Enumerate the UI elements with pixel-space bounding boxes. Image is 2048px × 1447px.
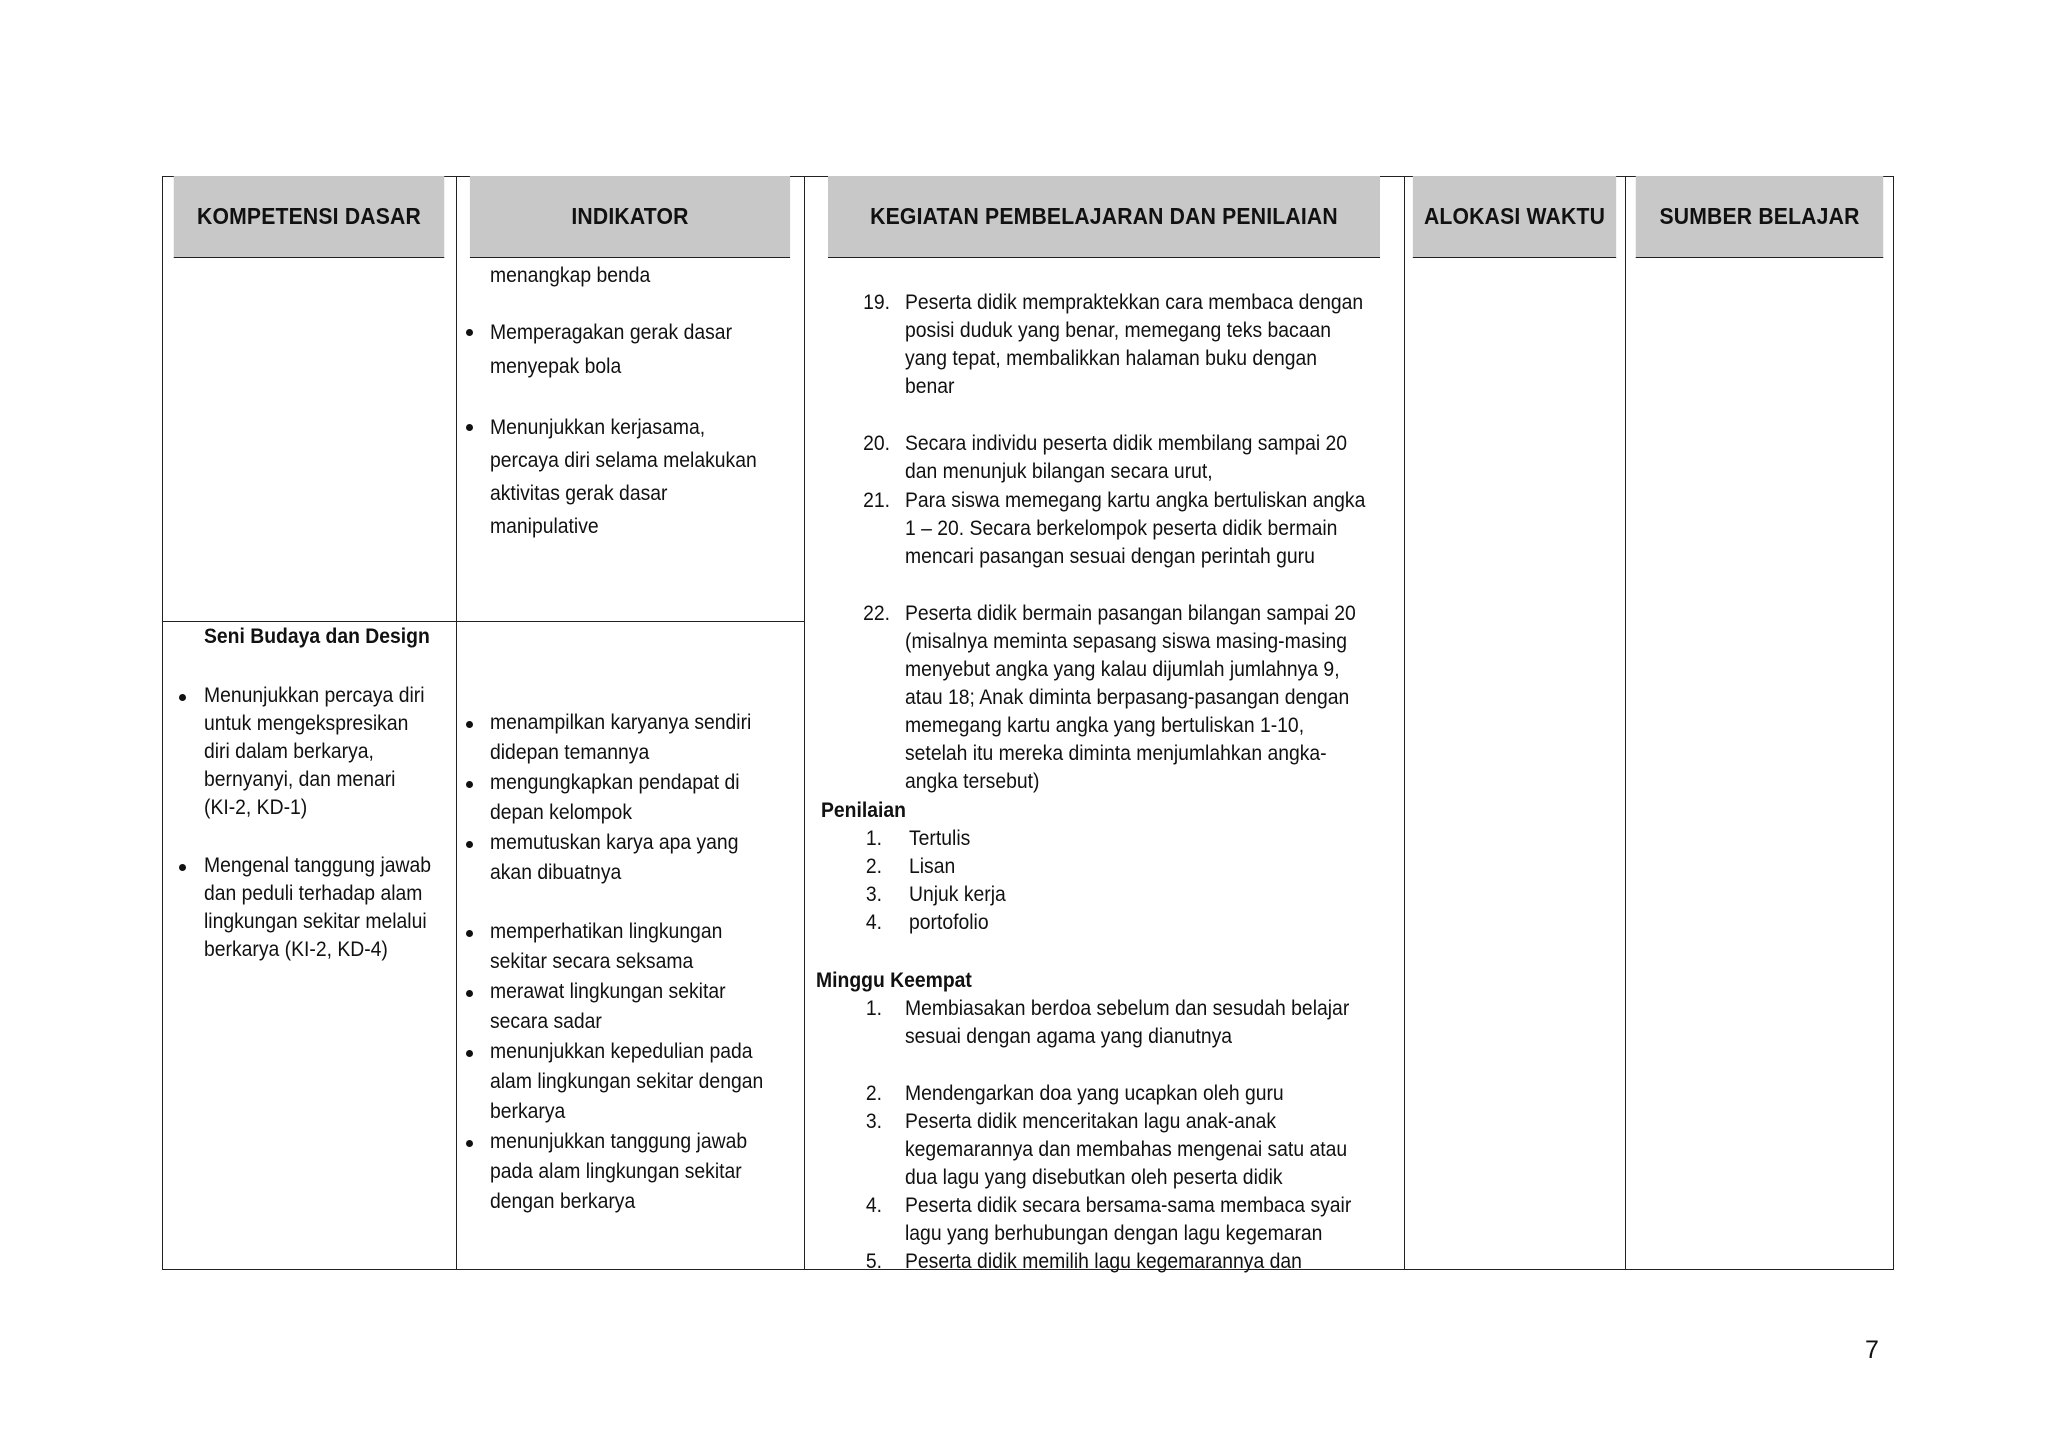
indikator-item: secara sadar — [490, 1009, 602, 1033]
kegiatan-line: atau 18; Anak diminta berpasang-pasangan dengan — [905, 685, 1350, 709]
kompetensi-item: bernyanyi, dan menari — [204, 767, 396, 791]
kegiatan-line: posisi duduk yang benar, memegang teks bacaan — [905, 318, 1331, 342]
indikator-item: menyepak bola — [490, 354, 622, 378]
indikator-item: berkarya — [490, 1099, 566, 1123]
penilaian-number: 3. — [865, 882, 882, 906]
kegiatan-number: 21. — [863, 488, 890, 512]
page-number: 7 — [1865, 1336, 1879, 1364]
kegiatan-line: 1 – 20. Secara berkelompok peserta didik bermain — [905, 516, 1338, 540]
kegiatan-line: benar — [905, 374, 955, 398]
minggu-line: sesuai dengan agama yang dianutnya — [905, 1024, 1233, 1048]
indikator-item: memutuskan karya apa yang — [490, 830, 739, 854]
kegiatan-line: Peserta didik mempraktekkan cara membaca dengan — [905, 290, 1364, 314]
indikator-item: dengan berkarya — [490, 1189, 636, 1213]
kegiatan-line: Para siswa memegang kartu angka bertuliskan angka — [905, 488, 1366, 512]
kompetensi-item: Menunjukkan percaya diri — [204, 683, 425, 707]
indikator-item: percaya diri selama melakukan — [490, 448, 757, 472]
column-divider — [804, 176, 805, 1270]
kompetensi-title: Seni Budaya dan Design — [204, 624, 430, 648]
indikator-continuation: menangkap benda — [490, 263, 651, 287]
bullet — [179, 694, 186, 701]
indikator-item: memperhatikan lingkungan — [490, 919, 723, 943]
minggu-number: 4. — [865, 1193, 882, 1217]
kompetensi-item: berkarya (KI-2, KD-4) — [204, 937, 388, 961]
indikator-item: menunjukkan kepedulian pada — [490, 1039, 753, 1063]
indikator-item: manipulative — [490, 514, 599, 538]
indikator-item: aktivitas gerak dasar — [490, 481, 668, 505]
bullet — [466, 781, 473, 788]
kegiatan-line: (misalnya meminta sepasang siswa masing-masing — [905, 629, 1347, 653]
minggu-title: Minggu Keempat — [816, 968, 972, 992]
indikator-item: sekitar secara seksama — [490, 949, 694, 973]
minggu-line: kegemarannya dan membahas mengenai satu atau — [905, 1137, 1348, 1161]
indikator-item: alam lingkungan sekitar dengan — [490, 1069, 764, 1093]
indikator-item: Memperagakan gerak dasar — [490, 320, 733, 344]
penilaian-number: 1. — [865, 826, 882, 850]
minggu-line: Mendengarkan doa yang ucapkan oleh guru — [905, 1081, 1284, 1105]
indikator-item: pada alam lingkungan sekitar — [490, 1159, 742, 1183]
column-divider — [1404, 176, 1405, 1270]
bullet — [466, 1140, 473, 1147]
kompetensi-item: diri dalam berkarya, — [204, 739, 374, 763]
kegiatan-line: menyebut angka yang kalau dijumlah jumlahnya 9, — [905, 657, 1340, 681]
bullet — [466, 930, 473, 937]
kegiatan-number: 19. — [863, 290, 890, 314]
penilaian-item: portofolio — [909, 910, 989, 934]
minggu-line: Membiasakan berdoa sebelum dan sesudah belajar — [905, 996, 1350, 1020]
penilaian-number: 4. — [865, 910, 882, 934]
kegiatan-line: angka tersebut) — [905, 769, 1040, 793]
indikator-item: menunjukkan tanggung jawab — [490, 1129, 748, 1153]
indikator-item: mengungkapkan pendapat di — [490, 770, 740, 794]
indikator-item: merawat lingkungan sekitar — [490, 979, 726, 1003]
penilaian-item: Tertulis — [909, 826, 971, 850]
indikator-item: didepan temannya — [490, 740, 650, 764]
header-sumber-belajar: SUMBER BELAJAR — [1636, 176, 1883, 258]
indikator-item: menampilkan karyanya sendiri — [490, 710, 752, 734]
kegiatan-line: setelah itu mereka diminta menjumlahkan angka- — [905, 741, 1327, 765]
bullet — [466, 1050, 473, 1057]
kegiatan-number: 20. — [863, 431, 890, 455]
kompetensi-item: untuk mengekspresikan — [204, 711, 409, 735]
bullet — [179, 864, 186, 871]
kegiatan-number: 22. — [863, 601, 890, 625]
kompetensi-item: (KI-2, KD-1) — [204, 795, 308, 819]
minggu-line: lagu yang berhubungan dengan lagu kegemaran — [905, 1221, 1323, 1245]
penilaian-number: 2. — [865, 854, 882, 878]
column-divider — [1625, 176, 1626, 1270]
penilaian-title: Penilaian — [821, 798, 906, 822]
minggu-number: 3. — [865, 1109, 882, 1133]
header-alokasi-waktu: ALOKASI WAKTU — [1413, 176, 1616, 258]
minggu-number: 5. — [865, 1249, 882, 1273]
kegiatan-line: yang tepat, membalikkan halaman buku dengan — [905, 346, 1318, 370]
kompetensi-item: Mengenal tanggung jawab — [204, 853, 432, 877]
indikator-item: Menunjukkan kerjasama, — [490, 415, 706, 439]
kegiatan-line: memegang kartu angka yang bertuliskan 1-10, — [905, 713, 1305, 737]
minggu-number: 2. — [865, 1081, 882, 1105]
minggu-line: Peserta didik menceritakan lagu anak-anak — [905, 1109, 1277, 1133]
kegiatan-line: Peserta didik bermain pasangan bilangan sampai 20 — [905, 601, 1356, 625]
minggu-number: 1. — [865, 996, 882, 1020]
minggu-line: Peserta didik memilih lagu kegemarannya dan — [905, 1249, 1302, 1273]
minggu-line: dua lagu yang disebutkan oleh peserta didik — [905, 1165, 1283, 1189]
bullet — [466, 329, 473, 336]
penilaian-item: Unjuk kerja — [909, 882, 1006, 906]
header-kegiatan: KEGIATAN PEMBELAJARAN DAN PENILAIAN — [828, 176, 1380, 258]
indikator-item: depan kelompok — [490, 800, 633, 824]
header-kompetensi-dasar: KOMPETENSI DASAR — [174, 176, 444, 258]
indikator-item: akan dibuatnya — [490, 860, 622, 884]
kegiatan-line: Secara individu peserta didik membilang sampai 20 — [905, 431, 1348, 455]
header-indikator: INDIKATOR — [470, 176, 790, 258]
penilaian-item: Lisan — [909, 854, 956, 878]
minggu-line: Peserta didik secara bersama-sama membaca syair — [905, 1193, 1352, 1217]
column-divider — [456, 176, 457, 1270]
bullet — [466, 841, 473, 848]
kompetensi-item: dan peduli terhadap alam — [204, 881, 423, 905]
kegiatan-line: dan menunjuk bilangan secara urut, — [905, 459, 1213, 483]
bullet — [466, 990, 473, 997]
kegiatan-line: mencari pasangan sesuai dengan perintah guru — [905, 544, 1315, 568]
bullet — [466, 424, 473, 431]
kompetensi-item: lingkungan sekitar melalui — [204, 909, 427, 933]
bullet — [466, 721, 473, 728]
